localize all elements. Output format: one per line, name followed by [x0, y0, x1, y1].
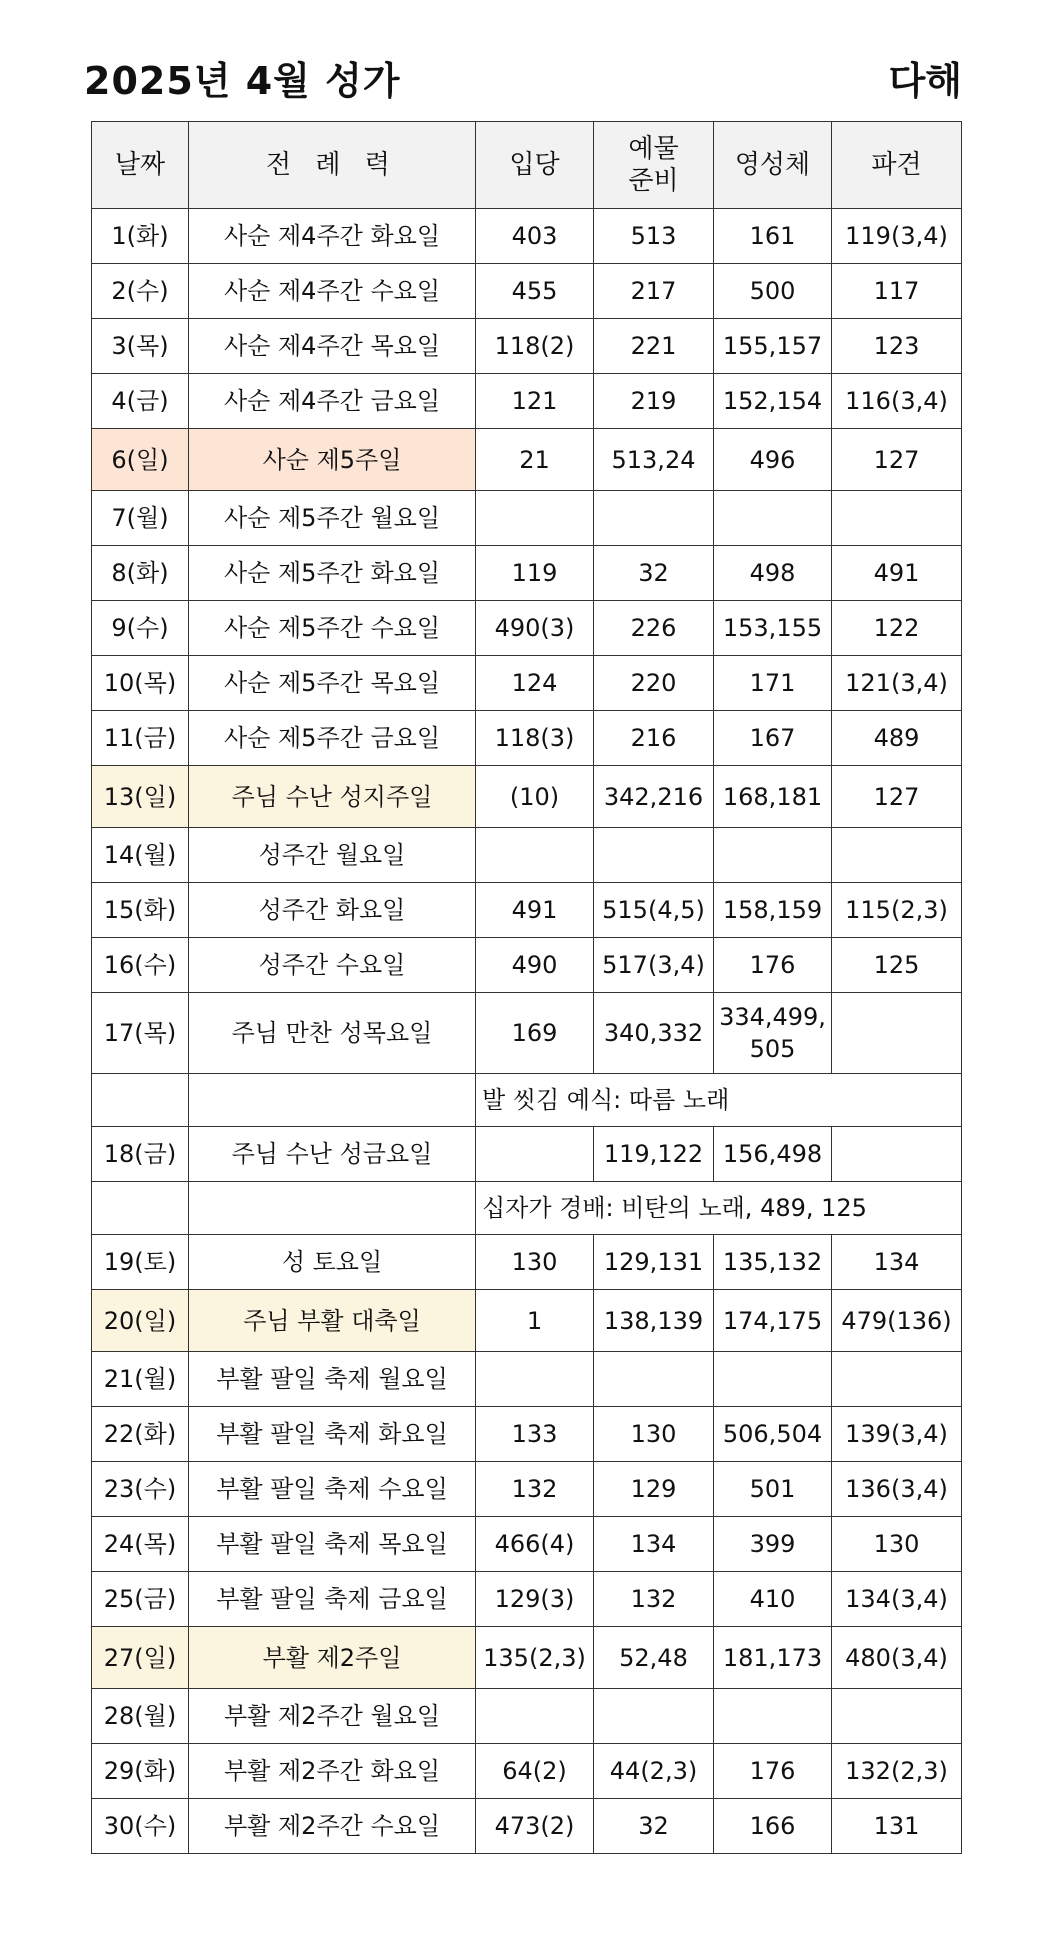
- cell-date: 27(일): [92, 1627, 189, 1689]
- cell-communion: 153,155: [714, 601, 832, 656]
- header-liturgy: 전 례 력: [189, 122, 476, 209]
- header-communion: 영성체: [714, 122, 832, 209]
- table-row: [92, 883, 962, 938]
- header-row: [92, 122, 962, 209]
- cell-offertory: 44(2,3): [594, 1744, 714, 1799]
- cell-entrance: 466(4): [476, 1517, 594, 1572]
- cell-date: 3(목): [92, 319, 189, 374]
- cell-offertory: 129: [594, 1462, 714, 1517]
- table-row: [92, 1290, 962, 1352]
- table-row: [92, 546, 962, 601]
- cell-date: 24(목): [92, 1517, 189, 1572]
- cell-date: 25(금): [92, 1572, 189, 1627]
- cell-communion: [714, 491, 832, 546]
- cell-dismissal: 139(3,4): [832, 1407, 962, 1462]
- cell-liturgy: 사순 제5주간 수요일: [189, 601, 476, 656]
- cell-date: 1(화): [92, 209, 189, 264]
- header-offertory: [594, 122, 714, 209]
- cell-communion: [714, 1352, 832, 1407]
- cell-offertory: 130: [594, 1407, 714, 1462]
- cell-date: 9(수): [92, 601, 189, 656]
- cell-communion: [714, 1689, 832, 1744]
- table-row: [92, 766, 962, 828]
- cell-date: 18(금): [92, 1127, 189, 1182]
- cell-dismissal: 115(2,3): [832, 883, 962, 938]
- cell-date: 23(수): [92, 1462, 189, 1517]
- cell-liturgy: 성 토요일: [189, 1235, 476, 1290]
- cell-dismissal: 131: [832, 1799, 962, 1854]
- cell-entrance: [476, 1127, 594, 1182]
- table-row: [92, 209, 962, 264]
- cell-communion: 158,159: [714, 883, 832, 938]
- cell-liturgy: 성주간 화요일: [189, 883, 476, 938]
- cell-communion: 135,132: [714, 1235, 832, 1290]
- cell-entrance: 118(3): [476, 711, 594, 766]
- cell-date: 10(목): [92, 656, 189, 711]
- cell-offertory: 513: [594, 209, 714, 264]
- cell-offertory: 32: [594, 546, 714, 601]
- cell-liturgy: 주님 만찬 성목요일: [189, 993, 476, 1074]
- table-row: [92, 1572, 962, 1627]
- cell-entrance: 64(2): [476, 1744, 594, 1799]
- cell-offertory: 515(4,5): [594, 883, 714, 938]
- cell-offertory: 513,24: [594, 429, 714, 491]
- cell-entrance: 490(3): [476, 601, 594, 656]
- cell-liturgy: 부활 제2주간 화요일: [189, 1744, 476, 1799]
- cell-entrance: 1: [476, 1290, 594, 1352]
- cell-offertory: [594, 1352, 714, 1407]
- cell-entrance: [476, 1689, 594, 1744]
- table-row: [92, 938, 962, 993]
- cell-dismissal: 480(3,4): [832, 1627, 962, 1689]
- cell-dismissal: 119(3,4): [832, 209, 962, 264]
- cell-offertory: 340,332: [594, 993, 714, 1074]
- header-entrance: 입당: [476, 122, 594, 209]
- cell-communion: 166: [714, 1799, 832, 1854]
- cell-communion: 334,499, 505: [714, 993, 832, 1074]
- cell-entrance: [476, 1352, 594, 1407]
- cell-date: 21(월): [92, 1352, 189, 1407]
- note-row: [92, 1074, 962, 1127]
- note-empty-cell: [189, 1074, 476, 1127]
- cell-communion: 171: [714, 656, 832, 711]
- cell-dismissal: 491: [832, 546, 962, 601]
- table-row: [92, 1517, 962, 1572]
- cell-communion: 181,173: [714, 1627, 832, 1689]
- header-date: 날짜: [92, 122, 189, 209]
- cell-entrance: [476, 828, 594, 883]
- cell-date: 14(월): [92, 828, 189, 883]
- note-empty-cell: [189, 1182, 476, 1235]
- cell-offertory: 138,139: [594, 1290, 714, 1352]
- table-row: [92, 1352, 962, 1407]
- cell-dismissal: 132(2,3): [832, 1744, 962, 1799]
- cell-dismissal: 489: [832, 711, 962, 766]
- cell-communion: 152,154: [714, 374, 832, 429]
- cell-offertory: [594, 1689, 714, 1744]
- cell-date: 20(일): [92, 1290, 189, 1352]
- cell-liturgy: 부활 팔일 축제 수요일: [189, 1462, 476, 1517]
- page-title: 2025년 4월 성가: [84, 59, 401, 103]
- cell-liturgy: 성주간 수요일: [189, 938, 476, 993]
- table-row: [92, 828, 962, 883]
- table-row: [92, 1744, 962, 1799]
- cell-dismissal: [832, 1127, 962, 1182]
- table-row: [92, 491, 962, 546]
- cell-dismissal: [832, 993, 962, 1074]
- cell-entrance: 490: [476, 938, 594, 993]
- note-cell: 십자가 경배: 비탄의 노래, 489, 125: [476, 1182, 962, 1235]
- cell-date: 19(토): [92, 1235, 189, 1290]
- cell-liturgy: 부활 제2주일: [189, 1627, 476, 1689]
- cell-offertory: 219: [594, 374, 714, 429]
- cell-liturgy: 사순 제5주일: [189, 429, 476, 491]
- cell-entrance: 132: [476, 1462, 594, 1517]
- note-empty-cell: [92, 1182, 189, 1235]
- cell-date: 11(금): [92, 711, 189, 766]
- cell-communion: 168,181: [714, 766, 832, 828]
- cell-entrance: 121: [476, 374, 594, 429]
- cell-entrance: 118(2): [476, 319, 594, 374]
- cell-communion: 500: [714, 264, 832, 319]
- cell-offertory: 216: [594, 711, 714, 766]
- cell-date: 30(수): [92, 1799, 189, 1854]
- cell-dismissal: 479(136): [832, 1290, 962, 1352]
- table-row: [92, 711, 962, 766]
- cell-communion: 410: [714, 1572, 832, 1627]
- cell-date: 4(금): [92, 374, 189, 429]
- cell-entrance: 169: [476, 993, 594, 1074]
- cell-offertory: 52,48: [594, 1627, 714, 1689]
- cell-date: 28(월): [92, 1689, 189, 1744]
- cell-dismissal: 122: [832, 601, 962, 656]
- cell-date: 6(일): [92, 429, 189, 491]
- table-row: [92, 656, 962, 711]
- parish-label: 다해: [888, 59, 962, 103]
- cell-entrance: 455: [476, 264, 594, 319]
- cell-dismissal: 121(3,4): [832, 656, 962, 711]
- table-row: [92, 429, 962, 491]
- cell-dismissal: 123: [832, 319, 962, 374]
- cell-offertory: 134: [594, 1517, 714, 1572]
- cell-dismissal: 117: [832, 264, 962, 319]
- cell-dismissal: [832, 491, 962, 546]
- table-row: [92, 374, 962, 429]
- cell-communion: 161: [714, 209, 832, 264]
- cell-date: 8(화): [92, 546, 189, 601]
- cell-date: 22(화): [92, 1407, 189, 1462]
- table-row: [92, 319, 962, 374]
- cell-liturgy: 사순 제4주간 수요일: [189, 264, 476, 319]
- cell-liturgy: 부활 제2주간 월요일: [189, 1689, 476, 1744]
- cell-communion: 155,157: [714, 319, 832, 374]
- cell-entrance: (10): [476, 766, 594, 828]
- cell-offertory: 32: [594, 1799, 714, 1854]
- cell-dismissal: 125: [832, 938, 962, 993]
- cell-date: 13(일): [92, 766, 189, 828]
- table-row: [92, 1127, 962, 1182]
- cell-offertory: 342,216: [594, 766, 714, 828]
- cell-liturgy: 부활 팔일 축제 목요일: [189, 1517, 476, 1572]
- cell-dismissal: [832, 1352, 962, 1407]
- cell-dismissal: [832, 828, 962, 883]
- cell-entrance: 130: [476, 1235, 594, 1290]
- table-row: [92, 1235, 962, 1290]
- cell-entrance: 21: [476, 429, 594, 491]
- cell-entrance: 135(2,3): [476, 1627, 594, 1689]
- cell-liturgy: 사순 제4주간 화요일: [189, 209, 476, 264]
- cell-date: 15(화): [92, 883, 189, 938]
- hymn-schedule-table: [91, 121, 962, 1854]
- table-row: [92, 1627, 962, 1689]
- cell-communion: 167: [714, 711, 832, 766]
- table-row: [92, 601, 962, 656]
- cell-offertory: [594, 491, 714, 546]
- cell-liturgy: 사순 제5주간 금요일: [189, 711, 476, 766]
- cell-liturgy: 주님 수난 성금요일: [189, 1127, 476, 1182]
- header-dismissal: 파견: [832, 122, 962, 209]
- cell-dismissal: 134: [832, 1235, 962, 1290]
- table-body: [92, 209, 962, 1854]
- table-row: [92, 993, 962, 1074]
- cell-dismissal: 127: [832, 766, 962, 828]
- cell-date: 7(월): [92, 491, 189, 546]
- cell-liturgy: 사순 제4주간 금요일: [189, 374, 476, 429]
- cell-dismissal: [832, 1689, 962, 1744]
- cell-liturgy: 사순 제5주간 화요일: [189, 546, 476, 601]
- cell-communion: 496: [714, 429, 832, 491]
- cell-communion: [714, 828, 832, 883]
- cell-date: 2(수): [92, 264, 189, 319]
- note-empty-cell: [92, 1074, 189, 1127]
- cell-communion: 176: [714, 1744, 832, 1799]
- table-row: [92, 1799, 962, 1854]
- cell-communion: 174,175: [714, 1290, 832, 1352]
- cell-dismissal: 136(3,4): [832, 1462, 962, 1517]
- cell-entrance: 491: [476, 883, 594, 938]
- cell-communion: 156,498: [714, 1127, 832, 1182]
- cell-dismissal: 127: [832, 429, 962, 491]
- cell-liturgy: 부활 팔일 축제 월요일: [189, 1352, 476, 1407]
- cell-liturgy: 성주간 월요일: [189, 828, 476, 883]
- cell-offertory: 217: [594, 264, 714, 319]
- cell-liturgy: 주님 부활 대축일: [189, 1290, 476, 1352]
- cell-offertory: 129,131: [594, 1235, 714, 1290]
- cell-communion: 506,504: [714, 1407, 832, 1462]
- header-offertory-line1: 예물: [628, 134, 679, 164]
- cell-entrance: 129(3): [476, 1572, 594, 1627]
- table-row: [92, 1407, 962, 1462]
- cell-entrance: 124: [476, 656, 594, 711]
- header-offertory-line2: 준비: [628, 166, 679, 196]
- table-row: [92, 1462, 962, 1517]
- cell-offertory: 132: [594, 1572, 714, 1627]
- cell-entrance: 133: [476, 1407, 594, 1462]
- cell-entrance: 473(2): [476, 1799, 594, 1854]
- cell-entrance: 403: [476, 209, 594, 264]
- cell-offertory: 220: [594, 656, 714, 711]
- cell-liturgy: 사순 제5주간 목요일: [189, 656, 476, 711]
- cell-liturgy: 주님 수난 성지주일: [189, 766, 476, 828]
- cell-date: 16(수): [92, 938, 189, 993]
- cell-entrance: [476, 491, 594, 546]
- cell-dismissal: 116(3,4): [832, 374, 962, 429]
- cell-liturgy: 사순 제5주간 월요일: [189, 491, 476, 546]
- cell-communion: 399: [714, 1517, 832, 1572]
- cell-communion: 176: [714, 938, 832, 993]
- table-row: [92, 264, 962, 319]
- cell-offertory: 517(3,4): [594, 938, 714, 993]
- note-cell: 발 씻김 예식: 따름 노래: [476, 1074, 962, 1127]
- cell-communion: 501: [714, 1462, 832, 1517]
- cell-offertory: 226: [594, 601, 714, 656]
- cell-offertory: 119,122: [594, 1127, 714, 1182]
- cell-liturgy: 사순 제4주간 목요일: [189, 319, 476, 374]
- cell-liturgy: 부활 제2주간 수요일: [189, 1799, 476, 1854]
- cell-offertory: [594, 828, 714, 883]
- cell-date: 29(화): [92, 1744, 189, 1799]
- cell-date: 17(목): [92, 993, 189, 1074]
- cell-entrance: 119: [476, 546, 594, 601]
- cell-dismissal: 134(3,4): [832, 1572, 962, 1627]
- cell-communion: 498: [714, 546, 832, 601]
- cell-liturgy: 부활 팔일 축제 금요일: [189, 1572, 476, 1627]
- note-row: [92, 1182, 962, 1235]
- cell-liturgy: 부활 팔일 축제 화요일: [189, 1407, 476, 1462]
- cell-offertory: 221: [594, 319, 714, 374]
- cell-dismissal: 130: [832, 1517, 962, 1572]
- table-row: [92, 1689, 962, 1744]
